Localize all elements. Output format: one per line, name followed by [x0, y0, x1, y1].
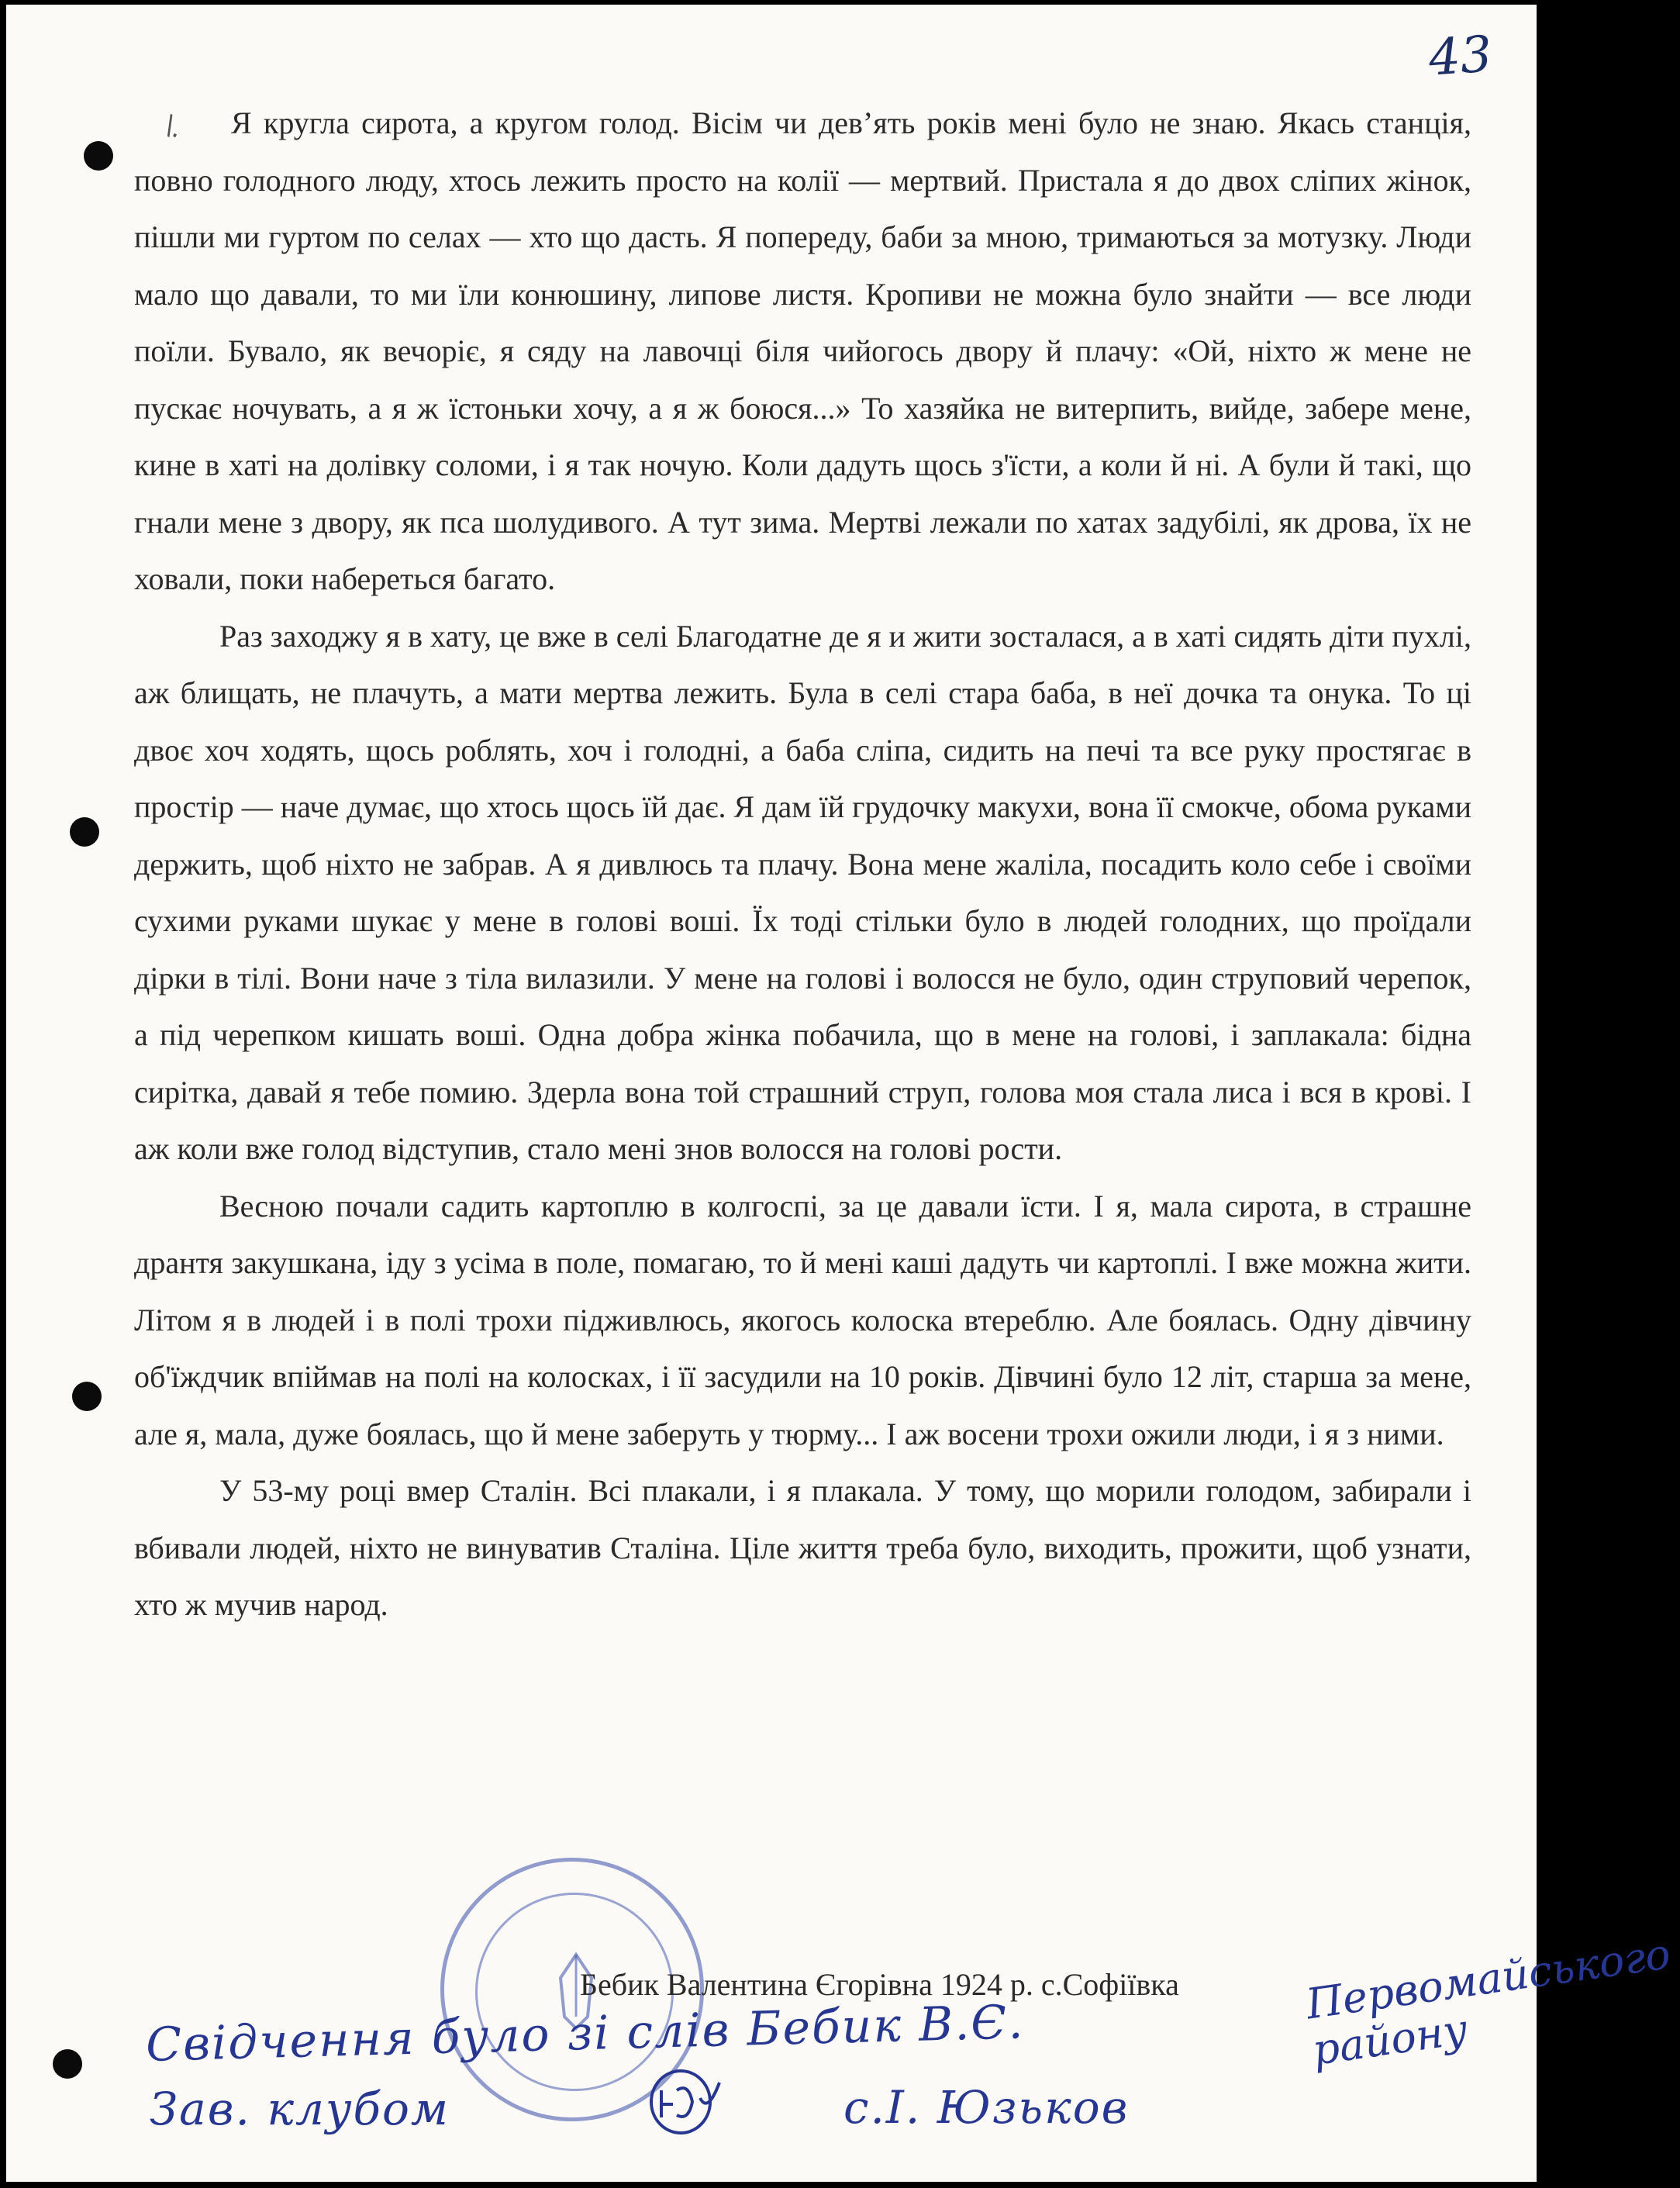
- paragraph-1: Я кругла сирота, а кругом голод. Вісім чи дев’ять років мені було не знаю. Якась станція, повно голодного люду, хтось лежить просто на колії — мертвий. Пристала я до двох сліпих жінок, пішли ми гуртом по селах — хто що дасть. Я попереду, баби за мною, тримаються за мотузку. Люди мало що давали, то ми їли конюшину, липове листя. Кропиви не можна було знайти — все люди поїли. Бувало, як вечоріє, я сяду на лавочці біля чийогось двору й плачу: «Ой, ніхто ж мене не пускає ночувать, а я ж їстоньки хочу, а я ж боюся...» То хазяйка не витерпить, вийде, забере мене, кине в хаті на долівку соломи, і я так ночую. Коли дадуть щось з'їсти, а коли й ні. А були й такі, що гнали мене з двору, як пса шолудивого. А тут зима. Мертві лежали по хатах задубілі, як дрова, їх не ховали, поки набереться багато.: [134, 105, 1471, 596]
- pencil-mark: \.: [159, 109, 188, 145]
- punch-hole-2: [70, 817, 99, 847]
- testimony-text: [134, 95, 1471, 1634]
- handwritten-title: Зав. клубом: [150, 2083, 450, 2135]
- paragraph-2: Раз заходжу я в хату, це вже в селі Благодатне де я и жити зосталася, а в хаті сидять діти пухлі, аж блищать, не плачуть, а мати мертва лежить. Була в селі стара баба, в неї дочка та онука. То ці двоє хоч ходять, щось роблять, хоч і голодні, а баба сліпа, сидить на печі та все руку простягає в простір — наче думає, що хтось щось їй дає. Я дам їй грудочку макухи, вона її смокче, обома руками держить, щоб ніхто не забрав. А я дивлюсь та плачу. Вона мене жаліла, посадить коло себе і своїми сухими руками шукає у мене в голові воші. Їх тоді стільки було в людей голодних, що проїдали дірки в тілі. Вони наче з тіла вилазили. У мене на голові і волосся не було, один струповий черепок, а під черепком кишать воші. Одна добра жінка побачила, що в мене на голові, і заплакала: бідна сирітка, давай я тебе помию. Здерла вона той страшний струп, голова моя стала лиса і вся в крові. І аж коли вже голод відступив, стало мені знов волосся на голові рости.: [134, 618, 1471, 1166]
- page-number: 43: [1426, 26, 1494, 88]
- handwritten-name: с.І. Юзьков: [843, 2081, 1130, 2134]
- paragraph-3: Весною почали садить картоплю в колгоспі, за це давали їсти. І я, мала сирота, в страшне дрантя закушкана, іду з усіма в поле, помагаю, то й мені каші дадуть чи картоплі. І вже можна жити. Літом я в людей і в полі трохи підживлюсь, якогось колоска втереблю. Але боялась. Одну дівчину об'їждчик впіймав на полі на колосках, і її засудили на 10 років. Дівчині було 12 літ, старша за мене, але я, мала, дуже боялась, що й мене заберуть у тюрму... І аж восени трохи ожили люди, і я з ними.: [134, 1188, 1471, 1451]
- handwritten-witness-note: Свідчення було зі слів Бебик В.Є.: [145, 1995, 1026, 2072]
- punch-hole-4: [53, 2049, 82, 2079]
- handwritten-initials-signature: [646, 2067, 731, 2137]
- handwritten-margin-note: Первомайського району: [1302, 1929, 1674, 2075]
- paragraph-4: У 53-му році вмер Сталін. Всі плакали, і я плакала. У тому, що морили голодом, забирали і вбивали людей, ніхто не винуватив Сталіна. Ціле життя треба було, виходить, прожити, щоб узнати, хто ж мучив народ.: [134, 1473, 1471, 1622]
- punch-hole-1: [84, 141, 113, 171]
- author-signature: Бебик Валентина Єгорівна 1924 р. с.Софіївка: [580, 1967, 1179, 2002]
- document-page: [6, 5, 1674, 2182]
- punch-hole-3: [72, 1382, 102, 1411]
